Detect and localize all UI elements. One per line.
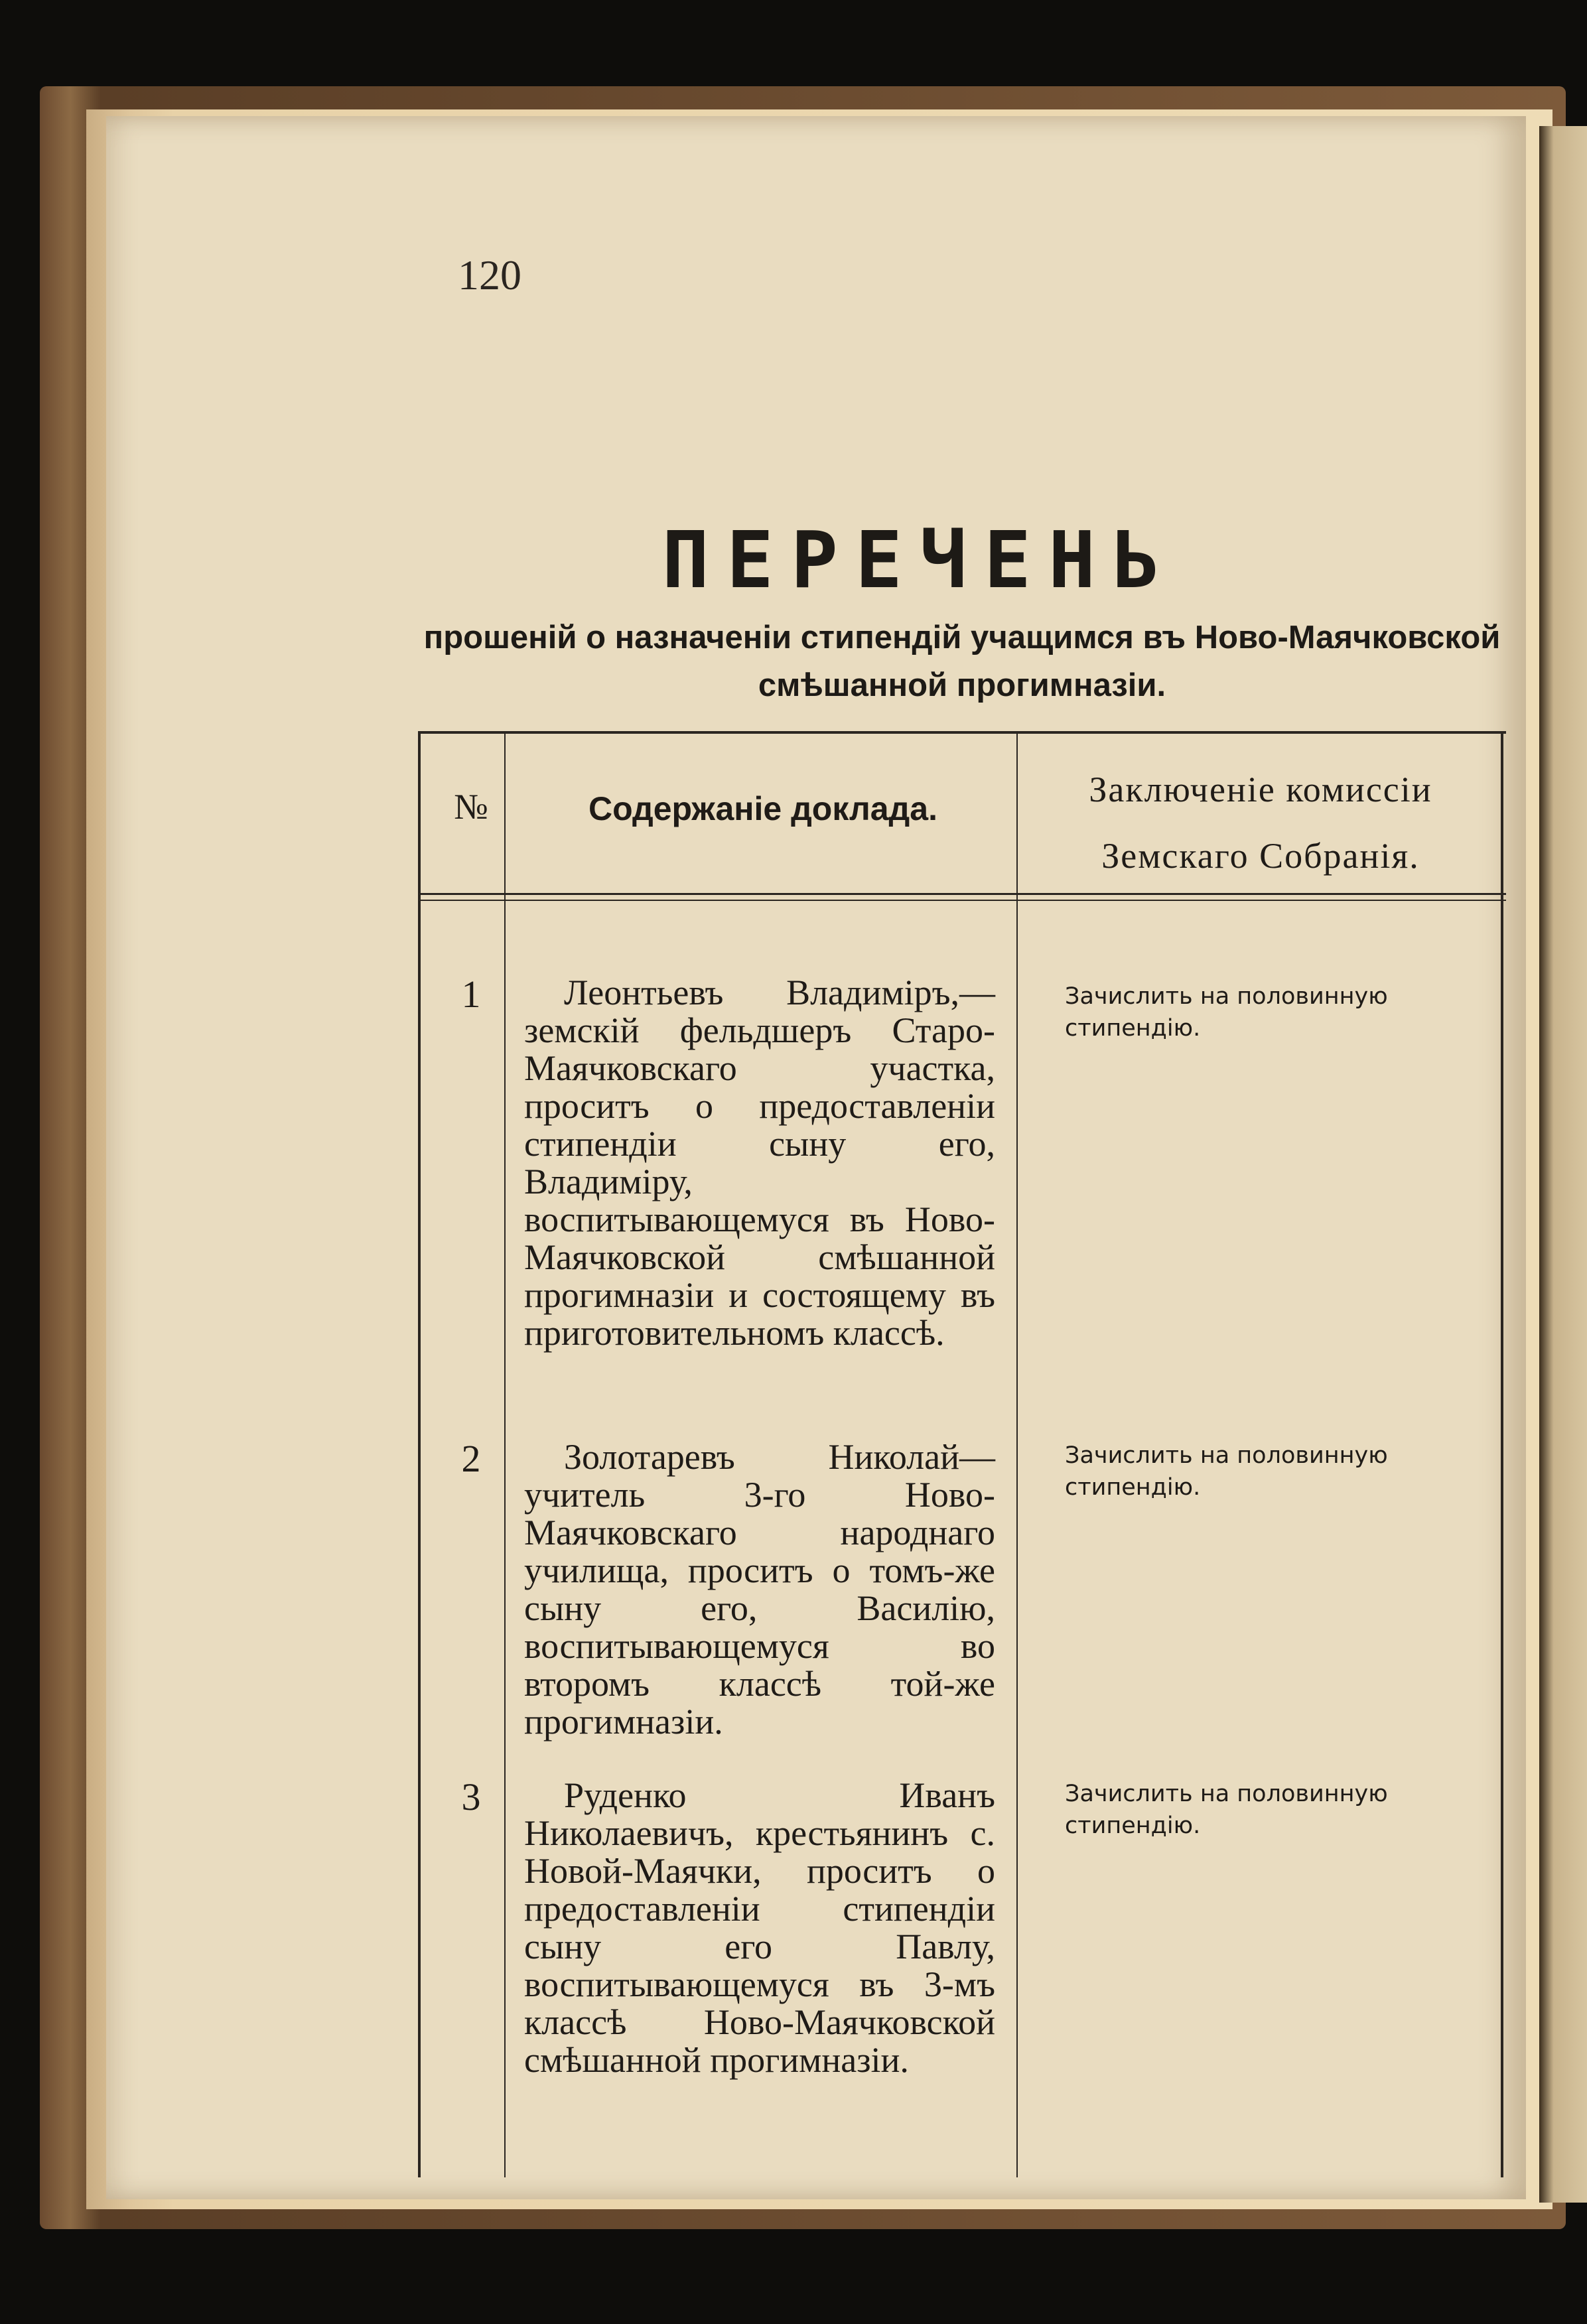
row-2-conclusion: Зачислить на половинную стипендiю. bbox=[1065, 1442, 1388, 1501]
header-content: Содержанiе доклада. bbox=[588, 790, 937, 827]
page-number: 120 bbox=[458, 251, 521, 299]
subtitle-line-2: смѣшанной прогимназiи. bbox=[758, 667, 1166, 703]
table-col-divider-2 bbox=[1016, 731, 1018, 2177]
row-2-number: 2 bbox=[461, 1437, 481, 1480]
row-3-content: Руденко Иванъ Николаевичъ, крестьянинъ с. Новой-Маячки, проситъ о предоставленiи стипендiи сыну его Павлу, воспитывающемуся въ 3-мъ классѣ Ново-Маячковской смѣшанной прогимназiи. bbox=[524, 1775, 995, 2080]
row-1-content: Леонтьевъ Владимiръ,— земскiй фельдшеръ Старо-Маячковскаго участка, проситъ о предоставленiи стипендiи сыну его, Владимiру, воспитывающемуся въ Ново-Маячковской смѣшанной прогимназiи и состоящему въ приготовительномъ классѣ. bbox=[524, 973, 995, 1353]
document-title: ПЕРЕЧЕНЬ bbox=[661, 514, 1178, 606]
row-3-conclusion: Зачислить на половинную стипендiю. bbox=[1065, 1781, 1388, 1839]
row-2-content: Золотаревъ Николай— учитель 3-го Ново-Маячковскаго народнаго училища, проситъ о томъ-же сыну его, Василiю, воспитывающемуся во второмъ классѣ той-же прогимназiи. bbox=[524, 1437, 995, 1742]
subtitle-line-1: прошенiй о назначенiи стипендiй учащимся въ Ново-Маячковской bbox=[423, 620, 1501, 655]
header-number: № bbox=[454, 787, 488, 827]
table-left-border bbox=[418, 731, 421, 2177]
table-right-border bbox=[1501, 731, 1503, 2177]
facing-page-edge bbox=[1539, 126, 1587, 2203]
table-header-rule-2 bbox=[418, 900, 1506, 901]
table-header-rule-1 bbox=[418, 893, 1506, 895]
row-3-number: 3 bbox=[461, 1775, 481, 1818]
table-top-rule bbox=[418, 731, 1506, 734]
header-conclusion: Заключенiе комиссiи Земскаго Собранiя. bbox=[1089, 770, 1432, 876]
row-1-number: 1 bbox=[461, 973, 481, 1016]
row-1-conclusion: Зачислить на половинную стипендiю. bbox=[1065, 983, 1388, 1042]
document-subtitle bbox=[411, 614, 1513, 709]
